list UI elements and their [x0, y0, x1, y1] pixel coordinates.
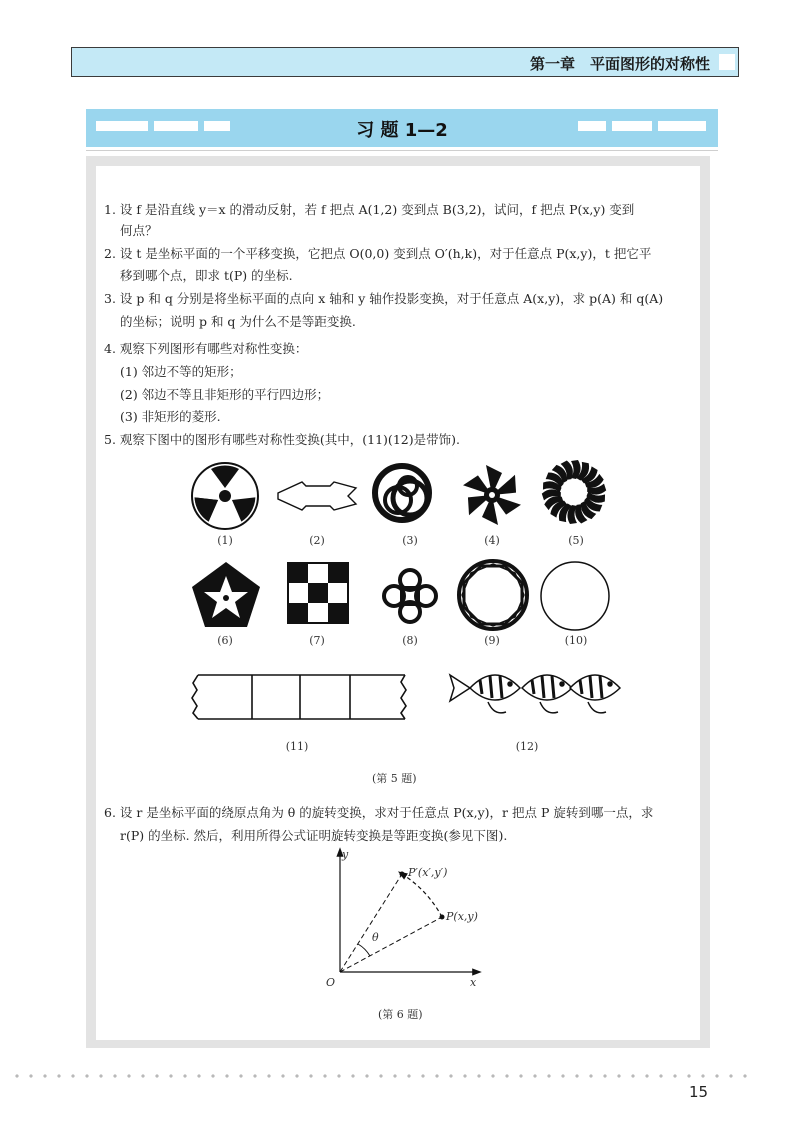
footer-dotted-rule	[10, 1074, 750, 1078]
segment-op-prime	[340, 874, 402, 972]
theta-label: θ	[372, 931, 379, 944]
theta-arc	[358, 944, 370, 956]
point-p-label: P(x,y)	[446, 910, 478, 923]
figure-caption: (2)	[309, 534, 325, 547]
point-p-prime-label: P′(x′,y′)	[408, 866, 448, 879]
problem-1-line-2: 何点？	[120, 223, 158, 238]
point-p	[440, 915, 445, 920]
point-p-prime	[400, 872, 405, 877]
problem-5-line-1: 5. 观察下图中的图形有哪些对称性变换(其中，(11)(12)是带饰).	[104, 432, 460, 447]
problem-2-line-2: 移到哪个点，即求 t(P) 的坐标.	[120, 268, 293, 283]
problem-3-line-1: 3. 设 p 和 q 分别是将坐标平面的点向 x 轴和 y 轴作投影变换，对于任意点 A(x,y)，求 p(A) 和 q(A)	[104, 291, 664, 306]
figure-caption: (8)	[402, 634, 418, 647]
figure-caption: (5)	[568, 534, 584, 547]
exercise-title: 习 题 1—2	[356, 120, 448, 141]
problem-3-line-2: 的坐标；说明 p 和 q 为什么不是等距变换.	[120, 314, 356, 329]
figure-caption: (4)	[484, 534, 500, 547]
figure-caption: (6)	[217, 634, 233, 647]
problem-4-item-3: (3) 非矩形的菱形.	[120, 409, 221, 424]
problem-4-line-1: 4. 观察下列图形有哪些对称性变换：	[104, 341, 308, 356]
problem-6-line-1: 6. 设 r 是坐标平面的绕原点角为 θ 的旋转变换，求对于任意点 P(x,y)，r 把点 P 旋转到哪一点，求	[104, 805, 654, 820]
problem-4-item-2: (2) 邻边不等且非矩形的平行四边形；	[120, 387, 330, 402]
figure-caption: (10)	[564, 634, 588, 647]
page-number: 15	[689, 1083, 709, 1101]
rotation-arc	[402, 874, 442, 917]
figure-caption: (11)	[285, 740, 309, 753]
figure-caption: (3)	[402, 534, 418, 547]
figure-caption: (12)	[515, 740, 539, 753]
figure-caption: (1)	[217, 534, 233, 547]
figure-caption: (7)	[309, 634, 325, 647]
problem-6-line-2: r(P) 的坐标. 然后，利用所得公式证明旋转变换是等距变换(参见下图).	[120, 828, 508, 843]
figure-5-title: (第 5 题)	[372, 772, 417, 785]
figure-6-title: (第 6 题)	[378, 1008, 423, 1021]
segment-op	[340, 917, 442, 972]
problem-2-line-1: 2. 设 t 是坐标平面的一个平移变换，它把点 O(0,0) 变到点 O′(h,k)，对于任意点 P(x,y)，t 把它平	[104, 246, 652, 261]
origin-label: O	[326, 976, 336, 989]
chapter-title: 第一章 平面图形的对称性	[529, 55, 710, 73]
x-axis-label: x	[470, 976, 477, 989]
problem-1-line-1: 1. 设 f 是沿直线 y＝x 的滑动反射，若 f 把点 A(1,2) 变到点 B(3,2)，试问，f 把点 P(x,y) 变到	[104, 202, 635, 217]
y-axis-label: y	[342, 848, 349, 861]
figure-caption: (9)	[484, 634, 500, 647]
problem-4-item-1: (1) 邻边不等的矩形；	[120, 364, 242, 379]
